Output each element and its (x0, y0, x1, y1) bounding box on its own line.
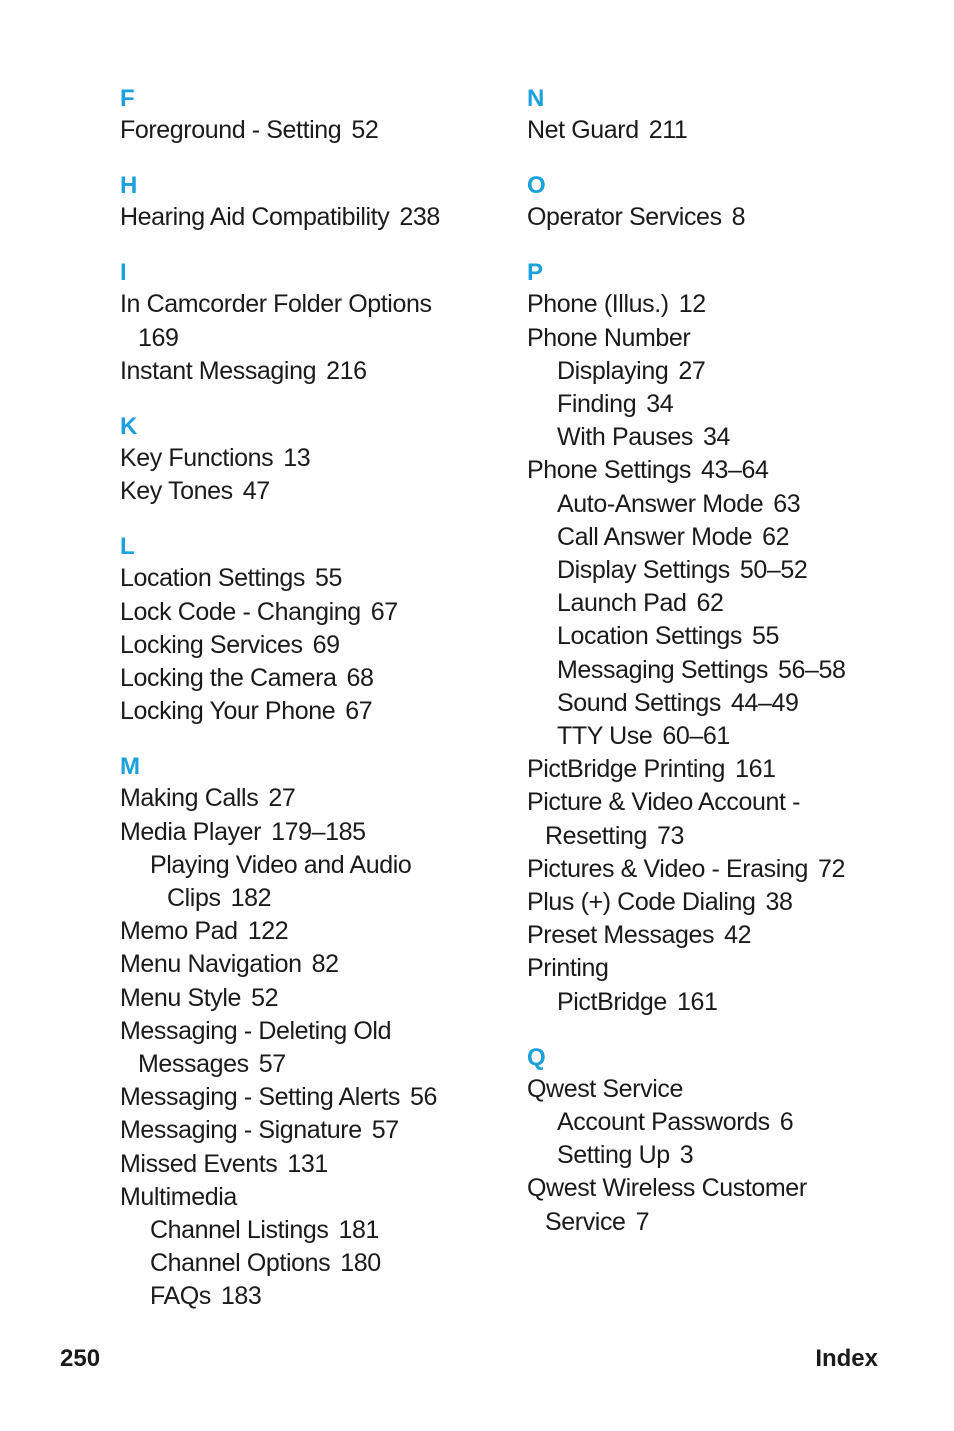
entry-page: 43–64 (700, 456, 769, 485)
entry-page: 67 (370, 597, 398, 626)
entry-page: 69 (312, 630, 340, 659)
index-entry (120, 982, 490, 1015)
entry-term: Menu Navigation (120, 950, 302, 979)
index-section-i (120, 258, 490, 388)
entry-term: Media Player (120, 817, 262, 846)
index-entry (527, 853, 907, 886)
index-subentry (527, 720, 907, 753)
entry-term: Qwest Service (527, 1074, 683, 1103)
index-entry (527, 288, 907, 321)
entry-page: 57 (371, 1116, 399, 1145)
entry-term: Clips (167, 884, 221, 913)
entry-term: Playing Video and Audio (150, 850, 412, 879)
entry-page: 62 (762, 522, 790, 551)
index-section-f (120, 84, 490, 147)
entry-page: 180 (340, 1249, 381, 1278)
entry-term: Locking Services (120, 630, 303, 659)
index-entry (120, 1148, 490, 1181)
index-entry (120, 782, 490, 815)
index-column-right (527, 84, 907, 1263)
entry-page: 68 (346, 664, 374, 693)
index-section-n (527, 84, 907, 147)
entry-term: Call Answer Mode (557, 522, 753, 551)
index-entry (120, 629, 490, 662)
index-section-h (120, 171, 490, 234)
index-entry-continuation (120, 322, 490, 355)
entry-term: Resetting (545, 821, 648, 850)
entry-term: Messaging - Setting Alerts (120, 1083, 401, 1112)
index-section-o (527, 171, 907, 234)
index-entry-continuation (527, 1206, 907, 1239)
index-entry (527, 886, 907, 919)
entry-page: 8 (731, 203, 746, 232)
entry-term: Display Settings (557, 556, 730, 585)
entry-term: Auto-Answer Mode (557, 489, 764, 518)
entry-term: Operator Services (527, 203, 722, 232)
index-section-p (527, 258, 907, 1018)
entry-term: Pictures & Video - Erasing (527, 854, 808, 883)
index-entry (527, 114, 907, 147)
index-section-l (120, 532, 490, 728)
entry-page: 182 (230, 884, 272, 913)
index-subentry (527, 1139, 907, 1172)
entry-term: TTY Use (557, 722, 653, 751)
entry-page: 82 (311, 950, 339, 979)
entry-term: Channel Options (150, 1249, 331, 1278)
index-entry (120, 1081, 490, 1114)
entry-page: 56 (410, 1083, 438, 1112)
entry-term: Missed Events (120, 1149, 278, 1178)
entry-page: 44–49 (730, 688, 799, 717)
index-subentry (120, 1214, 490, 1247)
index-entry (120, 816, 490, 849)
index-entry (120, 596, 490, 629)
entry-term: Plus (+) Code Dialing (527, 888, 756, 917)
index-entry (120, 948, 490, 981)
index-entry (120, 114, 490, 147)
entry-term: Preset Messages (527, 921, 715, 950)
entry-term: Messaging - Signature (120, 1116, 362, 1145)
entry-page: 181 (338, 1216, 379, 1245)
entry-term: Channel Listings (150, 1216, 329, 1245)
entry-page: 183 (220, 1282, 262, 1311)
entry-page: 3 (679, 1141, 694, 1170)
index-entry (527, 919, 907, 952)
entry-page: 34 (702, 423, 730, 452)
entry-term: Setting Up (557, 1141, 670, 1170)
entry-page: 238 (399, 203, 440, 232)
index-subentry (527, 1106, 907, 1139)
entry-page: 52 (351, 116, 379, 144)
entry-term: Key Tones (120, 477, 233, 506)
index-entry (120, 1114, 490, 1147)
index-subentry (527, 620, 907, 653)
index-entry (120, 662, 490, 695)
index-entry (120, 355, 490, 388)
entry-term: Launch Pad (557, 589, 687, 618)
section-title: Index (815, 1345, 878, 1372)
index-subentry (527, 986, 907, 1019)
section-letter: O (527, 172, 546, 200)
entry-page: 72 (817, 854, 845, 883)
entry-term: Picture & Video Account - (527, 788, 801, 817)
entry-page: 6 (779, 1108, 794, 1137)
entry-term: Phone Settings (527, 456, 691, 485)
entry-term: Messaging Settings (557, 655, 768, 684)
index-subentry (527, 521, 907, 554)
entry-term: FAQs (150, 1282, 211, 1311)
entry-term: With Pauses (557, 423, 693, 452)
entry-term: Lock Code - Changing (120, 597, 361, 626)
index-subentry-continuation (120, 882, 490, 915)
entry-term: Locking the Camera (120, 664, 337, 693)
entry-term: Account Passwords (557, 1108, 770, 1137)
index-entry (527, 201, 907, 234)
index-entry (120, 475, 490, 508)
entry-page: 67 (345, 697, 373, 726)
entry-page: 38 (765, 888, 793, 917)
entry-term: Phone Number (527, 323, 691, 352)
entry-page: 169 (138, 323, 179, 352)
entry-page: 27 (678, 356, 706, 385)
index-subentry (120, 1280, 490, 1313)
index-entry (527, 1172, 907, 1205)
index-entry (527, 952, 907, 985)
index-entry (120, 201, 490, 234)
index-entry (120, 562, 490, 595)
index-subentry (527, 654, 907, 687)
entry-term: Net Guard (527, 116, 639, 144)
entry-page: 211 (648, 116, 688, 144)
index-subentry (527, 388, 907, 421)
index-subentry (527, 355, 907, 388)
entry-term: PictBridge (557, 987, 667, 1016)
index-column-left (120, 84, 490, 1338)
index-subentry (527, 587, 907, 620)
entry-page: 13 (283, 444, 311, 473)
index-entry (527, 1073, 907, 1106)
index-section-k (120, 412, 490, 508)
index-entry (120, 915, 490, 948)
entry-term: Finding (557, 390, 637, 419)
section-letter: K (120, 413, 138, 441)
entry-page: 56–58 (777, 655, 846, 684)
entry-page: 55 (315, 564, 343, 593)
entry-term: Key Functions (120, 444, 274, 473)
index-subentry (120, 1247, 490, 1280)
entry-page: 50–52 (739, 556, 808, 585)
entry-page: 179–185 (271, 817, 366, 846)
entry-term: Memo Pad (120, 917, 238, 946)
page-number: 250 (60, 1345, 101, 1372)
entry-term: Location Settings (557, 622, 742, 651)
entry-term: Service (545, 1207, 626, 1236)
entry-page: 34 (646, 390, 674, 419)
section-letter: M (120, 753, 140, 781)
entry-page: 55 (752, 622, 780, 651)
entry-page: 12 (678, 290, 706, 319)
index-entry (120, 442, 490, 475)
index-entry (120, 1181, 490, 1214)
index-entry (527, 454, 907, 487)
entry-term: Menu Style (120, 983, 242, 1012)
index-entry (120, 288, 490, 321)
entry-term: Locking Your Phone (120, 697, 336, 726)
section-letter: H (120, 172, 138, 200)
entry-page: 122 (247, 917, 289, 946)
index-entry (120, 1015, 490, 1048)
entry-term: Messaging - Deleting Old (120, 1016, 392, 1045)
entry-term: In Camcorder Folder Options (120, 290, 432, 319)
index-entry (527, 753, 907, 786)
entry-page: 7 (635, 1207, 650, 1236)
index-entry (120, 695, 490, 728)
index-subentry (527, 488, 907, 521)
index-subentry (527, 554, 907, 587)
entry-page: 131 (287, 1149, 328, 1178)
index-subentry (527, 687, 907, 720)
entry-page: 60–61 (662, 722, 730, 751)
entry-term: Location Settings (120, 564, 305, 593)
entry-term: Messages (138, 1050, 249, 1079)
section-letter: Q (527, 1043, 546, 1071)
index-entry-continuation (527, 820, 907, 853)
entry-term: Phone (Illus.) (527, 290, 669, 319)
entry-term: Sound Settings (557, 688, 721, 717)
index-subentry (527, 421, 907, 454)
entry-page: 161 (735, 755, 776, 784)
index-section-q (527, 1043, 907, 1239)
entry-page: 42 (724, 921, 752, 950)
entry-page: 47 (242, 477, 270, 506)
entry-page: 62 (696, 589, 724, 618)
index-entry-continuation (120, 1048, 490, 1081)
index-entry (527, 786, 907, 819)
entry-page: 27 (268, 784, 296, 813)
index-section-m (120, 752, 490, 1313)
section-letter: L (120, 533, 135, 561)
index-entry (527, 322, 907, 355)
entry-term: Instant Messaging (120, 356, 317, 385)
entry-term: Multimedia (120, 1182, 237, 1211)
entry-term: Foreground - Setting (120, 116, 342, 144)
entry-term: Printing (527, 954, 609, 983)
entry-page: 63 (773, 489, 801, 518)
index-subentry (120, 849, 490, 882)
section-letter: P (527, 259, 544, 287)
entry-term: Qwest Wireless Customer (527, 1174, 807, 1203)
entry-page: 52 (251, 983, 279, 1012)
entry-page: 73 (657, 821, 685, 850)
section-letter: F (120, 85, 135, 112)
entry-term: Making Calls (120, 784, 259, 813)
entry-term: Displaying (557, 356, 669, 385)
entry-page: 161 (676, 987, 718, 1016)
entry-page: 57 (258, 1050, 286, 1079)
entry-term: PictBridge Printing (527, 755, 726, 784)
entry-page: 216 (326, 356, 367, 385)
entry-term: Hearing Aid Compatibility (120, 203, 390, 232)
section-letter: N (527, 85, 545, 112)
section-letter: I (120, 259, 127, 287)
